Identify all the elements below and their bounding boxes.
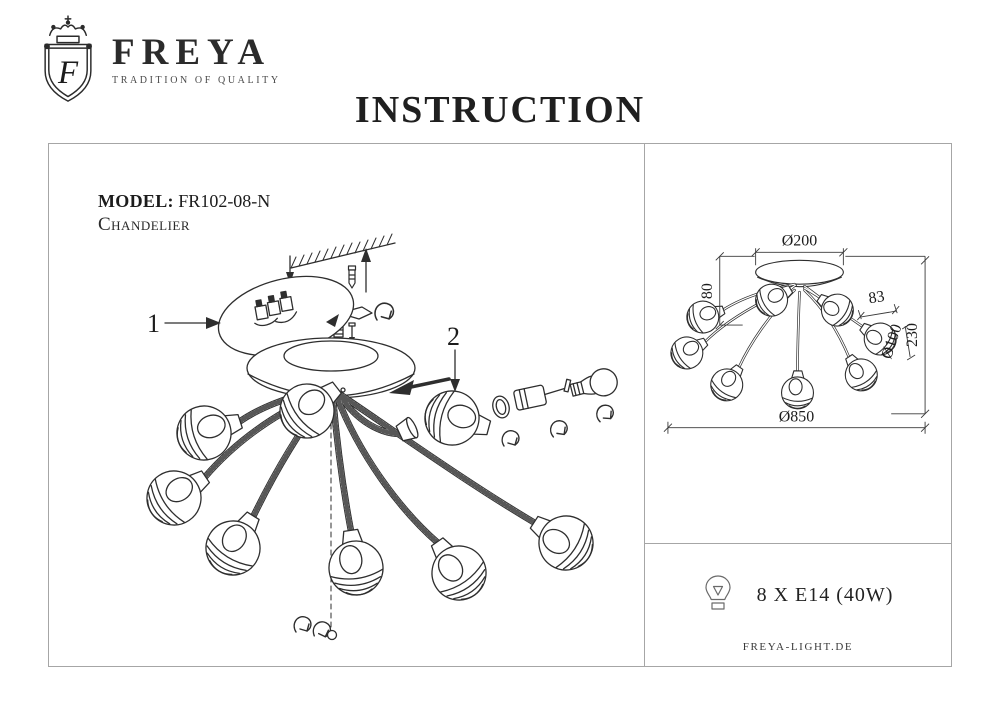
model-value: FR102-08-N [178,191,271,211]
product-type: Chandelier [98,213,191,235]
dim-shade-width: 83 [867,288,886,308]
bulb-icon [703,574,733,616]
ceiling-hatch [291,234,395,268]
part-2-label: 2 [447,322,460,351]
dim-total-diameter: Ø850 [778,408,815,426]
light-bulb [568,366,620,403]
dim-canopy-diameter: Ø200 [781,232,818,250]
empty-socket [395,416,420,443]
assembly-diagram [49,144,644,666]
dim-shade-diameter: Ø100 [878,322,906,362]
crest-letter: F [57,54,79,91]
website: FREYA-LIGHT.DE [742,641,854,653]
part-2-arrow [450,379,460,392]
mini-canopy [756,260,844,286]
lamp-socket [513,379,574,411]
dimension-diagram [645,144,951,543]
dim-fixture-height: 230 [904,323,922,347]
up-arrow-icon [361,248,371,262]
page-title: INSTRUCTION [354,89,646,132]
brand-tagline: TRADITION OF QUALITY [112,75,281,86]
bulb-spec: 8 X E14 (40W) [756,583,894,606]
part-1-label: 1 [147,309,160,338]
model-label: MODEL: [98,191,174,211]
freya-logo [36,14,281,106]
exploded-parts [389,366,620,454]
retaining-ring [490,394,511,419]
freya-crest-icon [36,14,100,106]
dim-canopy-height: 80 [698,283,716,300]
bulb-info-section [645,544,951,667]
brand-name: FREYA [112,32,272,73]
dimensions-panel [644,143,952,667]
exploded-shade [419,385,496,454]
assembly-panel [48,143,645,667]
ceiling-hook-icon [375,303,393,320]
